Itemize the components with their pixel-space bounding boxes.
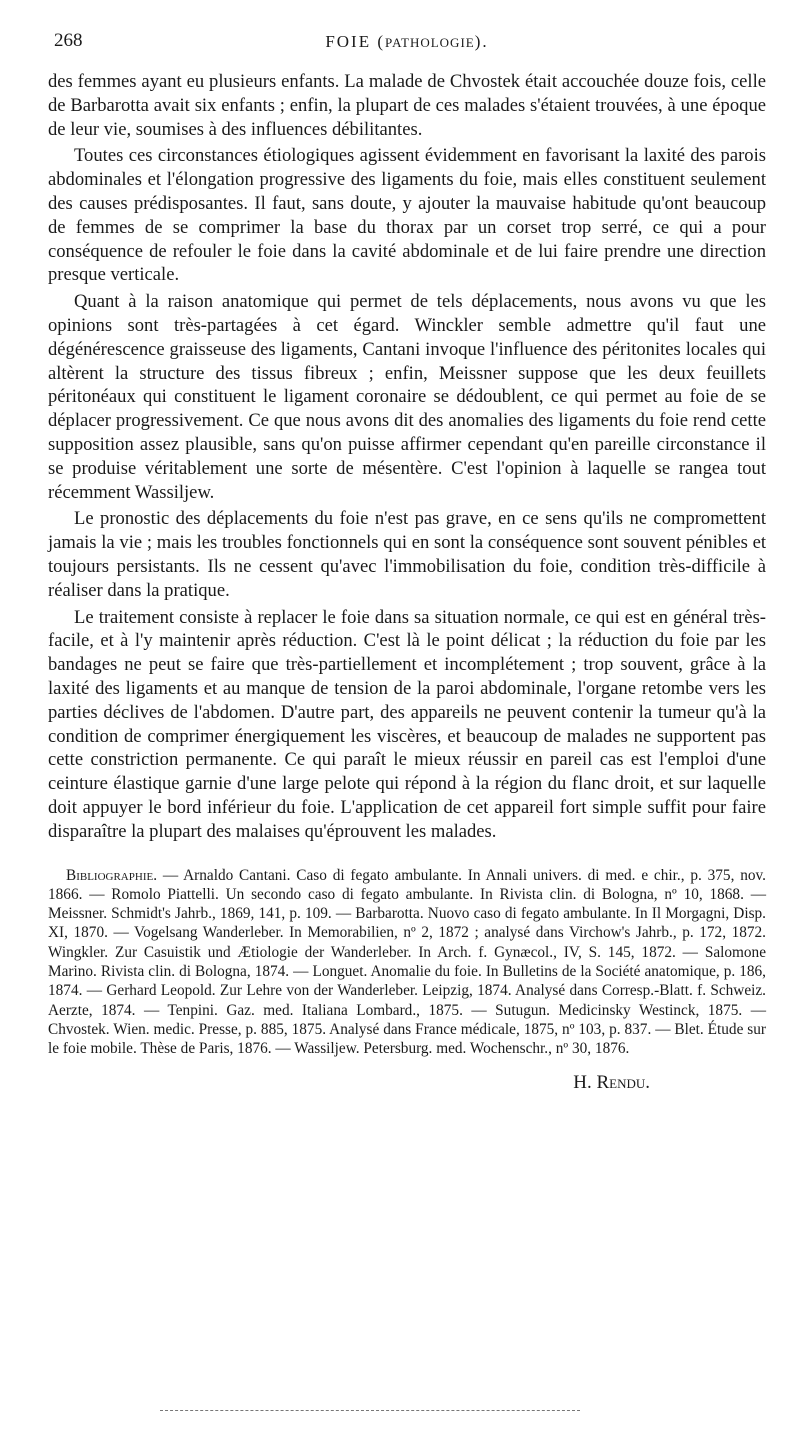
paragraph-1: des femmes ayant eu plusieurs enfants. La malade de Chvostek était accouchée douze fois, celle de Barbarotta avait six enfants ; enfin, la plupart de ces malades s'étaient trouvées, à une époque de leur vie, soumises à des influences débilitantes. (48, 71, 766, 140)
running-title (48, 32, 766, 52)
running-title-end: ). (474, 32, 489, 51)
body-text (48, 70, 766, 844)
paragraph-2: Toutes ces circonstances étiologiques agissent évidemment en favorisant la laxité des parois abdominales et l'élongation progressive des ligaments du foie, mais elles constituent seulement des causes prédisposantes. Il faut, sans doute, y ajouter la mauvaise habitude qu'ont beaucoup de femmes de se comprimer la base du thorax par un corset trop serré, ce qui a pour conséquence de refouler le foie dans la cavité abdominale et de lui faire prendre une direction presque verticale. (48, 145, 766, 286)
document-page (48, 26, 766, 1094)
paragraph-5: Le traitement consiste à replacer le foie dans sa situation normale, ce qui est en général très-facile, et à l'y maintenir après réduction. C'est là le point délicat ; la réduction du foie par les bandages ne peut se faire que très-partiellement et incomplétement ; trop souvent, grâce à la laxité des ligaments et au manque de tension de la paroi abdominale, l'organe retombe vers les parties déclives de l'abdomen. D'autre part, des appareils ne peuvent contenir la tumeur qu'à la condition de comprimer énergiquement les viscères, et beaucoup de malades ne supportent pas cette constriction permanente. Ce qui paraît le mieux réussir en pareil cas est l'emploi d'une ceinture élastique garnie d'une large pelote qui répond à la région du flanc droit, et sur laquelle doit appuyer le bord inférieur du foie. L'application de cet appareil fort simple suffit pour faire disparaître la plupart des malaises qu'éprouvent les malades. (48, 606, 766, 842)
bibliography (48, 866, 766, 1059)
running-title-sub: PATHOLOGIE (385, 35, 475, 50)
signature-name: Rendu. (596, 1072, 650, 1094)
paragraph-3: Quant à la raison anatomique qui permet de tels déplacements, nous avons vu que les opinions sont très-partagées à cet égard. Winckler semble admettre qu'il faut une dégénérescence graisseuse des ligaments, Cantani invoque l'influence des péritonites locales qui altèrent la structure des tissus fibreux ; enfin, Meissner suppose que les deux feuillets péritonéaux qui constituent le ligament coronaire se dédoublent, ce qui permet au foie de se déplacer progressivement. Ce que nous avons dit des anomalies des ligaments du foie rend cette supposition assez plausible, sans qu'on puisse affirmer cependant qu'en pareille circonstance il se produise véritablement une sorte de mésentère. C'est l'opinion à laquelle se rangea tout récemment Wassiljew. (48, 291, 766, 503)
footer-rule (160, 1410, 580, 1411)
bibliography-text: — Arnaldo Cantani. Caso di fegato ambulante. In Annali univers. di med. e chir., p. 375, nov. 1866. — Romolo Piattelli. Un secondo caso di fegato ambulante. In Rivista clin. di Bologna, nº 10, 1868. — Meissner. Schmidt's Jahrb., 1869, 141, p. 109. — Barbarotta. Nuovo caso di fegato ambulante. In Il Morgagni, Disp. XI, 1870. — Vogelsang Wanderleber. In Memorabilien, nº 2, 1872 ; analysé dans Virchow's Jahrb., p. 172, 1872. Wingkler. Zur Casuistik und Ætiologie der Wanderleber. In Arch. f. Gynæcol., IV, S. 145, 1872. — Salomone Marino. Rivista clin. di Bologna, 1874. — Longuet. Anomalie du foie. In Bulletins de la Société anatomique, p. 186, 1874. — Gerhard Leopold. Zur Lehre von der Wanderleber. Leipzig, 1874. Analysé dans Corresp.-Blatt. f. Schweiz. Aerzte, 1874. — Tenpini. Gaz. med. Italiana Lombard., 1875. — Sutugun. Medicinsky Westinck, 1875. — Chvostek. Wien. medic. Presse, p. 885, 1875. Analysé dans France médicale, 1875, nº 103, p. 837. — Blet. Étude sur le foie mobile. Thèse de Paris, 1876. — Wassiljew. Petersburg. med. Wochenschr., nº 30, 1876. (48, 866, 766, 1058)
running-title-main: FOIE ( (325, 32, 386, 51)
paragraph-4: Le pronostic des déplacements du foie n'est pas grave, en ce sens qu'ils ne compromettent jamais la vie ; mais les troubles fonctionnels qui en sont la conséquence sont souvent pénibles et toujours persistants. Ils ne cessent qu'avec l'immobilisation du foie, condition très-difficile à réaliser dans la pratique. (48, 508, 766, 601)
bibliography-lead: Bibliographie. (66, 866, 158, 884)
page-header (48, 26, 766, 70)
page-number: 268 (54, 30, 83, 51)
signature-initial: H. (573, 1072, 597, 1094)
author-signature (48, 1072, 766, 1094)
